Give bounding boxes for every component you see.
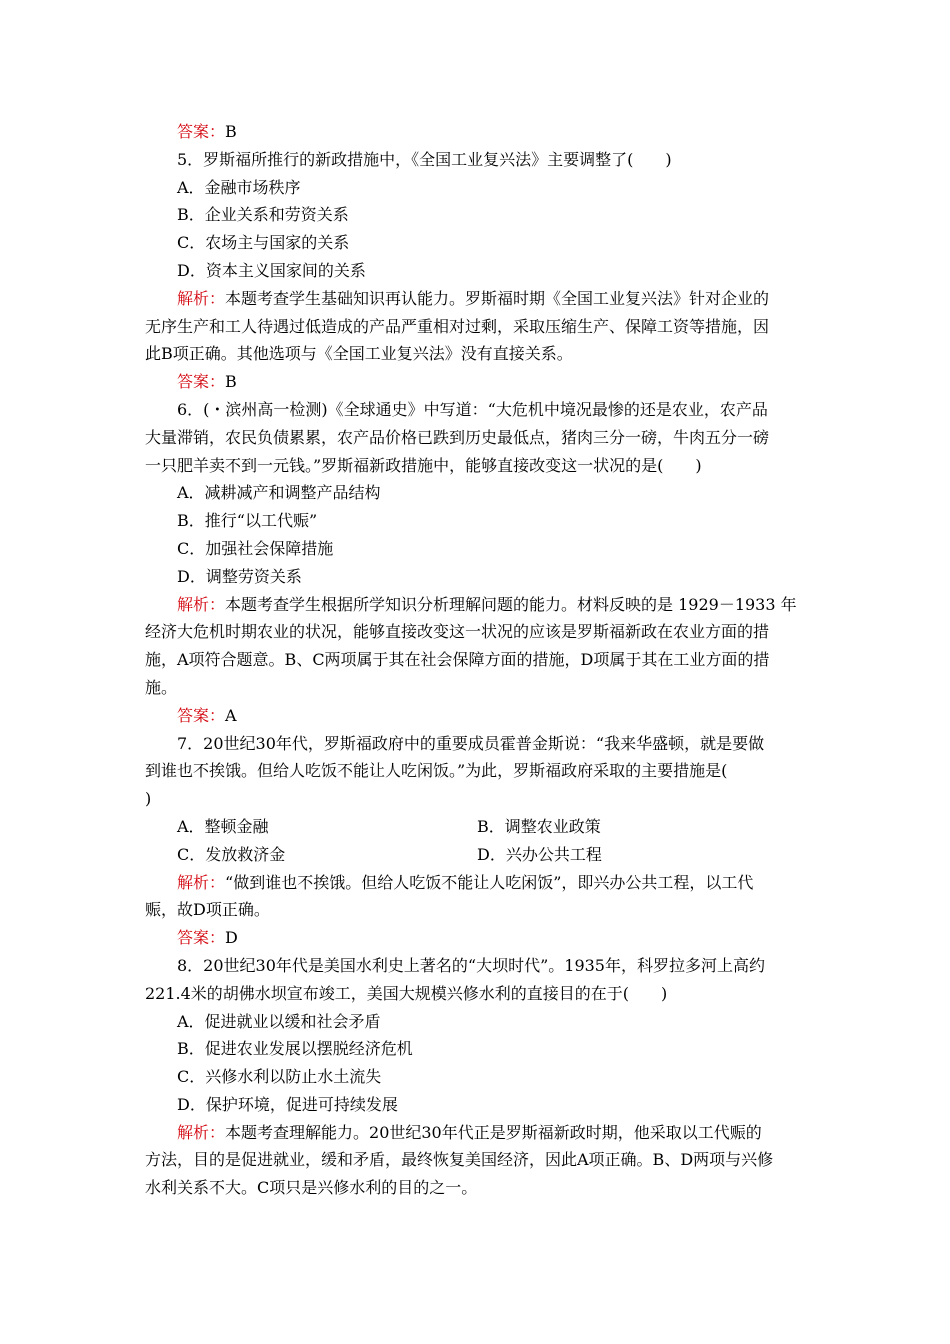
q4-answer	[145, 118, 811, 146]
q5-answer	[145, 368, 811, 396]
q8-option-c: C．兴修水利以防止水土流失	[177, 1067, 382, 1087]
q7-analysis-line	[145, 869, 811, 897]
q5-option-b: B．企业关系和劳资关系	[177, 205, 349, 225]
q6-analysis-line	[145, 591, 811, 619]
analysis-label: 解析：	[177, 1122, 226, 1142]
q5-option-c: C．农场主与国家的关系	[177, 233, 350, 253]
q8-analysis-line	[145, 1119, 811, 1147]
answer-label: 答案：	[177, 122, 226, 141]
q5-analysis-line: 无序生产和工人待遇过低造成的产品严重相对过剩，采取压缩生产、保障工资等措施，因	[145, 316, 770, 336]
analysis-label: 解析：	[177, 872, 226, 892]
answer-label: 答案：	[177, 372, 226, 392]
q6-option-d: D．调整劳资关系	[177, 566, 302, 586]
q6-answer	[145, 702, 811, 730]
q7-stem-line: )	[145, 789, 152, 809]
q8-option-d: D．保护环境，促进可持续发展	[177, 1094, 398, 1114]
q6-stem-line: 6．(・滨州高一检测)《全球通史》中写道：“大危机中境况最惨的还是农业，农产品	[177, 399, 768, 419]
q6-option-a: A．减耕减产和调整产品结构	[177, 483, 381, 503]
q6-analysis-line: 施，A项符合题意。B、C两项属于其在社会保障方面的措施，D项属于其在工业方面的措	[145, 650, 770, 670]
analysis-text: 本题考查理解能力。20世纪30年代正是罗斯福新政时期，他采取以工代赈的	[225, 1122, 762, 1142]
q6-stem-line: 大量滞销，农民负债累累，农产品价格已跌到历史最低点，猪肉三分一磅，牛肉五分一磅	[145, 427, 770, 447]
q6-option-b: B．推行“以工代赈”	[177, 511, 318, 531]
q8-analysis-line: 水利关系不大。C项只是兴修水利的目的之一。	[145, 1178, 478, 1198]
answer-label: 答案：	[177, 705, 226, 725]
q6-analysis-line: 施。	[145, 677, 178, 697]
document-body	[145, 118, 811, 1202]
analysis-label: 解析：	[177, 594, 226, 614]
q7-stem-line: 7．20世纪30年代，罗斯福政府中的重要成员霍普金斯说：“我来华盛顿，就是要做	[177, 733, 765, 753]
analysis-label: 解析：	[177, 288, 226, 308]
answer-value: B	[225, 122, 237, 141]
q7-analysis-line: 赈，故D项正确。	[145, 900, 270, 920]
q7-stem-line: 到谁也不挨饿。但给人吃饭不能让人吃闲饭。”为此，罗斯福政府采取的主要措施是(	[145, 761, 728, 781]
answer-value: A	[225, 705, 237, 725]
q7-answer	[145, 924, 811, 952]
answer-label: 答案：	[177, 928, 226, 948]
q6-analysis-line: 经济大危机时期农业的状况，能够直接改变这一状况的应该是罗斯福新政在农业方面的措	[145, 622, 770, 642]
q6-option-c: C．加强社会保障措施	[177, 538, 334, 558]
q5-analysis-line: 此B项正确。其他选项与《全国工业复兴法》没有直接关系。	[145, 344, 573, 364]
analysis-text: 本题考查学生根据所学知识分析理解问题的能力。材料反映的是 1929－1933 年	[225, 594, 797, 614]
q7-options-row	[145, 813, 811, 841]
q8-analysis-line: 方法，目的是促进就业，缓和矛盾，最终恢复美国经济，因此A项正确。B、D两项与兴修	[145, 1150, 774, 1170]
q7-option-b: B．调整农业政策	[477, 816, 601, 836]
q6-stem-line: 一只肥羊卖不到一元钱。”罗斯福新政措施中，能够直接改变这一状况的是( )	[145, 455, 702, 475]
answer-value: B	[225, 372, 237, 392]
q5-stem: 5．罗斯福所推行的新政措施中，《全国工业复兴法》主要调整了( )	[177, 149, 672, 169]
analysis-text: 本题考查学生基础知识再认能力。罗斯福时期《全国工业复兴法》针对企业的	[225, 288, 770, 308]
q7-options-row	[145, 841, 811, 869]
q7-option-c: C．发放救济金	[177, 844, 286, 864]
q7-option-a: A．整顿金融	[177, 816, 269, 836]
q7-option-d: D．兴办公共工程	[477, 844, 602, 864]
q5-analysis-line	[145, 285, 811, 313]
q8-stem-line: 221.4米的胡佛水坝宣布竣工，美国大规模兴修水利的直接目的在于( )	[145, 983, 668, 1003]
q5-option-a: A．金融市场秩序	[177, 177, 301, 197]
q5-option-d: D．资本主义国家间的关系	[177, 260, 366, 280]
answer-value: D	[225, 928, 238, 948]
analysis-text: “做到谁也不挨饿。但给人吃饭不能让人吃闲饭”，即兴办公共工程，以工代	[225, 872, 754, 892]
q8-option-a: A．促进就业以缓和社会矛盾	[177, 1011, 381, 1031]
q8-stem-line: 8．20世纪30年代是美国水利史上著名的“大坝时代”。1935年，科罗拉多河上高约	[177, 955, 765, 975]
q8-option-b: B．促进农业发展以摆脱经济危机	[177, 1039, 413, 1059]
